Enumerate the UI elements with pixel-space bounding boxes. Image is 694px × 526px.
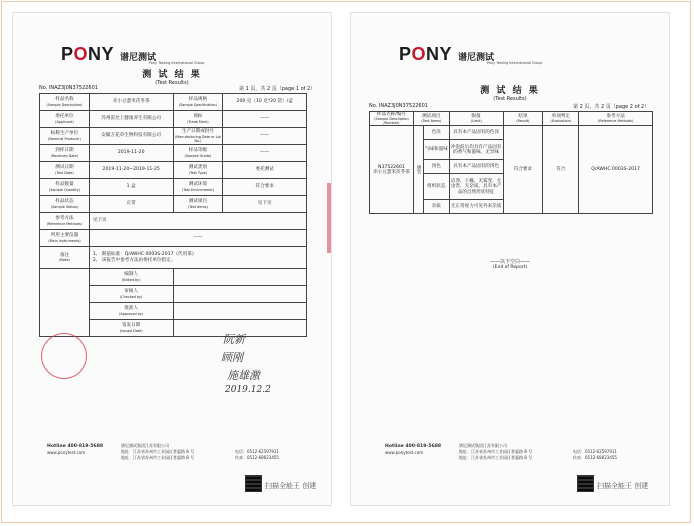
producer-label: 标称生产单位 (Nominal Producer) bbox=[40, 128, 90, 145]
address-line-2: 地址：江苏省苏州市工业园区普惠路 8 号 bbox=[459, 455, 533, 460]
fax: 传真：0512-68023455 bbox=[573, 455, 617, 460]
item-limit: 无正常视力可见外来杂质 bbox=[449, 200, 503, 214]
hotline: Hotline 400-819-5688 bbox=[47, 444, 104, 449]
page-info: 第 2 页，共 2 页（page 2 of 2） bbox=[573, 104, 650, 110]
report-number: No. INAZ3J0N37522601 bbox=[369, 103, 428, 109]
checker-signature: 顾刚 bbox=[221, 351, 243, 364]
company-name-cn: 谱尼测试 bbox=[458, 53, 495, 63]
issued-label: 签发日期 (Issued Date) bbox=[89, 320, 173, 337]
checked-label: 审核人 (Checked by) bbox=[89, 286, 173, 303]
env-value: 符合要求 bbox=[223, 179, 307, 196]
note-value bbox=[89, 247, 306, 269]
report-number: No. INAZ3J0N37522601 bbox=[39, 85, 98, 91]
applicant-value: 苏州雷允上健康养生有限公司 bbox=[89, 111, 173, 128]
report-page-1 bbox=[12, 12, 332, 506]
approved-label: 批准人 (Approved by) bbox=[89, 303, 173, 320]
instrument-value: —— bbox=[89, 230, 306, 247]
item-name: 汤色 bbox=[423, 160, 449, 174]
spec-value: 200 克（10 克*20 袋）/盒 bbox=[223, 94, 307, 111]
received-value: 2019-11-20 bbox=[89, 145, 173, 162]
producer-value: 安徽万花草生物科技有限公司 bbox=[89, 128, 173, 145]
sample-number: N37522601 bbox=[378, 164, 405, 170]
method-cell: Q/AWHC 0003S-2017 bbox=[579, 126, 653, 214]
editor-signature: 阮新 bbox=[223, 333, 245, 346]
title-cn: 测 试 结 果 bbox=[480, 86, 540, 96]
page-title bbox=[351, 83, 669, 102]
address-line-1: 地址：江苏省苏州市工业园区普惠路 8 号 bbox=[459, 449, 533, 454]
item-limit: 洁净、干燥、无霉变、无虫害、无杂质，具有本产品的自然形状特征 bbox=[449, 174, 503, 200]
item-name: 气味和滋味 bbox=[423, 140, 449, 160]
item-name: 组织状态 bbox=[423, 174, 449, 200]
company-name-en: Pony Testing International Group bbox=[487, 61, 543, 65]
received-label: 到样日期 (Received Date) bbox=[40, 145, 90, 162]
header-limit: 限值 (Limit) bbox=[449, 112, 503, 126]
end-cn: ——以下空白—— bbox=[489, 259, 530, 265]
note-label: 备注 (Note) bbox=[40, 247, 90, 269]
company-logo bbox=[399, 43, 543, 65]
testtype-label: 测试类别 (Test Type) bbox=[173, 162, 223, 179]
checked-signature-cell bbox=[173, 286, 307, 303]
address-company: 谱尼测试集团江苏有限公司 bbox=[121, 443, 169, 448]
company-name-en: Pony Testing International Group bbox=[149, 61, 205, 65]
end-of-report bbox=[351, 258, 669, 270]
item-limit: 具有本产品固有的汤色 bbox=[449, 160, 503, 174]
logo-text: PONY bbox=[61, 44, 115, 64]
method-label: 参考方法 (Reference Methods) bbox=[40, 213, 90, 230]
instrument-label: 所用主要仪器 (Main Instruments) bbox=[40, 230, 90, 247]
company-logo bbox=[61, 43, 205, 65]
grade-label: 样品等级 (Sample Grade) bbox=[173, 145, 223, 162]
lot-label: 生产日期或批号 (Manufacturing Date or Lot No.) bbox=[174, 129, 221, 143]
note-line-2: 2、 该报告中参考方法由委托单位指定。 bbox=[92, 257, 176, 263]
item-name: 杂质 bbox=[423, 200, 449, 214]
status-label: 样品状态 (Sample Status) bbox=[40, 196, 90, 213]
hotline: Hotline 400-819-5688 bbox=[385, 444, 442, 449]
testdate-value: 2019-11-20~2019-11-25 bbox=[89, 162, 173, 179]
item-limit: 具有本产品固有的色泽 bbox=[449, 126, 503, 140]
approver-signature: 施雄激 bbox=[227, 369, 260, 382]
header-items: 测试项目 (Test Items) bbox=[413, 112, 449, 126]
sample-name-label: 样品名称 (Sample Description) bbox=[40, 94, 90, 111]
address-company: 谱尼测试集团江苏有限公司 bbox=[459, 443, 507, 448]
group-cell: 感官 bbox=[413, 126, 423, 214]
edited-signature-cell bbox=[173, 269, 307, 286]
spec-label: 样品规格 (Sample Specification) bbox=[173, 94, 223, 111]
items-label: 测试项目 (Test Items) bbox=[173, 196, 223, 213]
fax: 传真：0512-68023455 bbox=[235, 455, 279, 460]
item-limit: 冲泡前后均具有产品固有的香气和滋味，无异味 bbox=[449, 140, 503, 160]
approved-signature-cell bbox=[173, 303, 307, 320]
page-seal-edge bbox=[327, 183, 332, 253]
page-info: 第 1 页，共 2 页（page 1 of 2） bbox=[239, 86, 316, 92]
company-name-cn: 谱尼测试 bbox=[120, 53, 157, 63]
report-page-2 bbox=[350, 12, 670, 506]
applicant-label: 委托单位 (Applicant) bbox=[40, 111, 90, 128]
address-line-1: 地址：江苏省苏州市工业园区普惠路 8 号 bbox=[121, 449, 195, 454]
signature-block-spacer bbox=[40, 269, 90, 337]
page-title bbox=[13, 67, 331, 86]
qr-code-icon bbox=[577, 475, 594, 492]
telephone: 电话：0512-62597911 bbox=[573, 449, 617, 454]
scanner-watermark: 扫描全能王 创建 bbox=[265, 482, 317, 490]
header-method: 参考方法 (Reference Methods) bbox=[579, 112, 653, 126]
info-table bbox=[39, 93, 307, 337]
evaluation-cell: 符合 bbox=[543, 126, 579, 214]
company-seal bbox=[41, 333, 87, 379]
results-header-row bbox=[370, 112, 653, 126]
qr-code-icon bbox=[245, 475, 262, 492]
website: www.ponytest.com bbox=[385, 450, 424, 455]
header-evaluation: 单项判定 (Evaluation) bbox=[543, 112, 579, 126]
telephone: 电话：0512-62597911 bbox=[235, 449, 279, 454]
logo-text: PONY bbox=[399, 44, 453, 64]
header-result: 结果 (Result) bbox=[503, 112, 543, 126]
result-cell: 符合要求 bbox=[503, 126, 543, 214]
item-name: 色泽 bbox=[423, 126, 449, 140]
lot-value: —— bbox=[223, 128, 307, 145]
quantity-value: 1 盒 bbox=[89, 179, 173, 196]
end-en: (End of Report) bbox=[492, 265, 528, 270]
issued-date-handwritten: 2019.12.2 bbox=[225, 385, 271, 395]
trademark-label: 商标 (Trade Mark) bbox=[173, 111, 223, 128]
sample-name: 赤小豆薏米茯苓茶 bbox=[373, 169, 410, 175]
testtype-value: 委托测试 bbox=[223, 162, 307, 179]
trademark-value: —— bbox=[223, 111, 307, 128]
edited-label: 编制人 (Edited by) bbox=[89, 269, 173, 286]
title-cn: 测 试 结 果 bbox=[142, 70, 202, 80]
sample-cell bbox=[370, 126, 414, 214]
testdate-label: 测试日期 (Test Date) bbox=[40, 162, 90, 179]
grade-value: —— bbox=[223, 145, 307, 162]
title-en: (Test Results) bbox=[155, 80, 189, 86]
status-value: 正常 bbox=[89, 196, 173, 213]
items-value: 见下页 bbox=[223, 196, 307, 213]
table-row bbox=[370, 126, 653, 140]
scanner-watermark: 扫描全能王 创建 bbox=[597, 482, 649, 490]
title-en: (Test Results) bbox=[493, 96, 527, 102]
sample-name-value: 赤小豆薏米茯苓茶 bbox=[89, 94, 173, 111]
results-table bbox=[369, 111, 653, 214]
quantity-label: 样品数量 (Sample Quantity) bbox=[40, 179, 90, 196]
address-line-2: 地址：江苏省苏州市工业园区普惠路 8 号 bbox=[121, 455, 195, 460]
header-sample: 样品名称/编号 (Sample Description /Number) bbox=[370, 112, 414, 126]
website: www.ponytest.com bbox=[47, 450, 86, 455]
env-label: 测试环境 (Test Environment) bbox=[173, 179, 223, 196]
method-value: 见下页 bbox=[89, 213, 306, 230]
note-line-1: 1、 限值标准：Q/AWHC 0003S-2017《代用茶》 bbox=[92, 252, 197, 258]
